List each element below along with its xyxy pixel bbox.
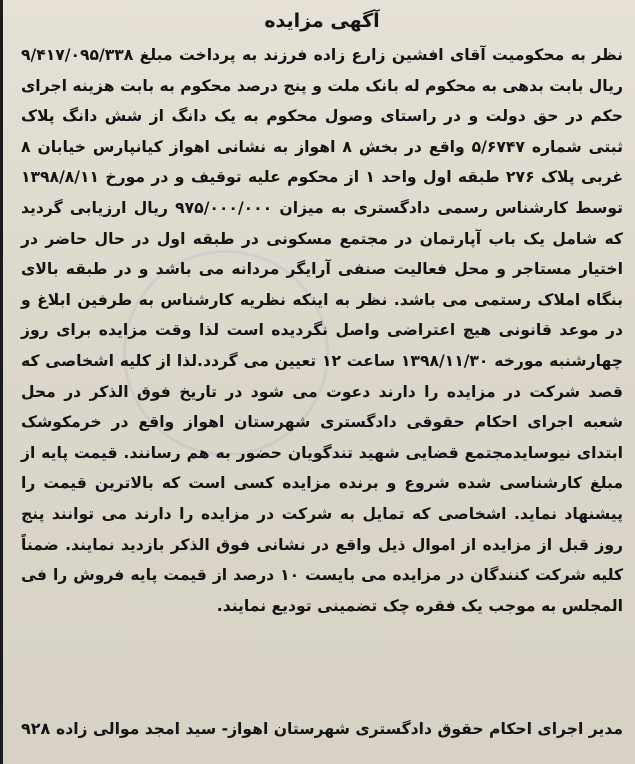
notice-footer (21, 719, 623, 738)
auction-notice (13, 8, 631, 756)
notice-code: ۹۲۸ (21, 719, 51, 738)
notice-title: آگهی مزایده (264, 10, 380, 32)
notice-signature: مدیر اجرای احکام حقوق دادگستری شهرستان اهواز- سید امجد موالی زاده (55, 720, 623, 738)
notice-body: نظر به محکومیت آقای افشین زارع زاده فرزند به پرداخت مبلغ ۹/۴۱۷/۰۹۵/۳۳۸ ریال بابت بدهی به محکوم له بانک ملت و پنج درصد محکوم به بابت هزینه اجرای حکم در حق دولت و در راستای وصول محکوم به یک دانگ از شش دانگ پلاک ثبتی شماره ۵/۶۷۴۷ واقع در بخش ۸ اهواز به نشانی اهواز کیانپارس خیابان ۸ غربی پلاک ۲۷۶ طبقه اول واحد ۱ از محکوم علیه توقیف و در مورخ ۱۳۹۸/۸/۱۱ توسط کارشناس رسمی دادگستری به میزان ۹۷۵/۰۰۰/۰۰۰ ریال ارزیابی گردید که شامل یک باب آپارتمان در مجتمع مسکونی در طبقه اول در حال حاضر در اختیار مستاجر و محل فعالیت صنفی آرایگر مردانه می باشد و در طبقه بالای بنگاه املاک رستمی می باشد. نظر به اینکه نظریه کارشناس به طرفین ابلاغ و در موعد قانونی هیچ اعتراضی واصل نگردیده است لذا وقت مزایده برای روز چهارشنبه مورخه ۱۳۹۸/۱۱/۳۰ ساعت ۱۲ تعیین می گردد.لذا از کلیه اشخاصی که قصد شرکت در مزایده را دارند دعوت می شود در تاریخ فوق الذکر در محل شعبه اجرای احکام حقوقی دادگستری شهرستان اهواز واقع در خرمکوشک ابتدای نیوسایدمجتمع قضایی شهید تندگویان حضور به هم رسانند. قیمت پایه از مبلغ کارشناسی شده شروع و برنده مزایده کسی است که بالاترین قیمت را پیشنهاد نماید. اشخاصی که تمایل به شرکت در مزایده را دارند می توانند پنج روز قبل از مزایده از اموال ذیل واقع در نشانی فوق الذکر بازدید نمایند. ضمناً کلیه شرکت کنندگان در مزایده می بایست ۱۰ درصد از قیمت پایه فروش را فی المجلس به موجب یک فقره چک تضمینی توديع نمایند. (21, 46, 624, 615)
